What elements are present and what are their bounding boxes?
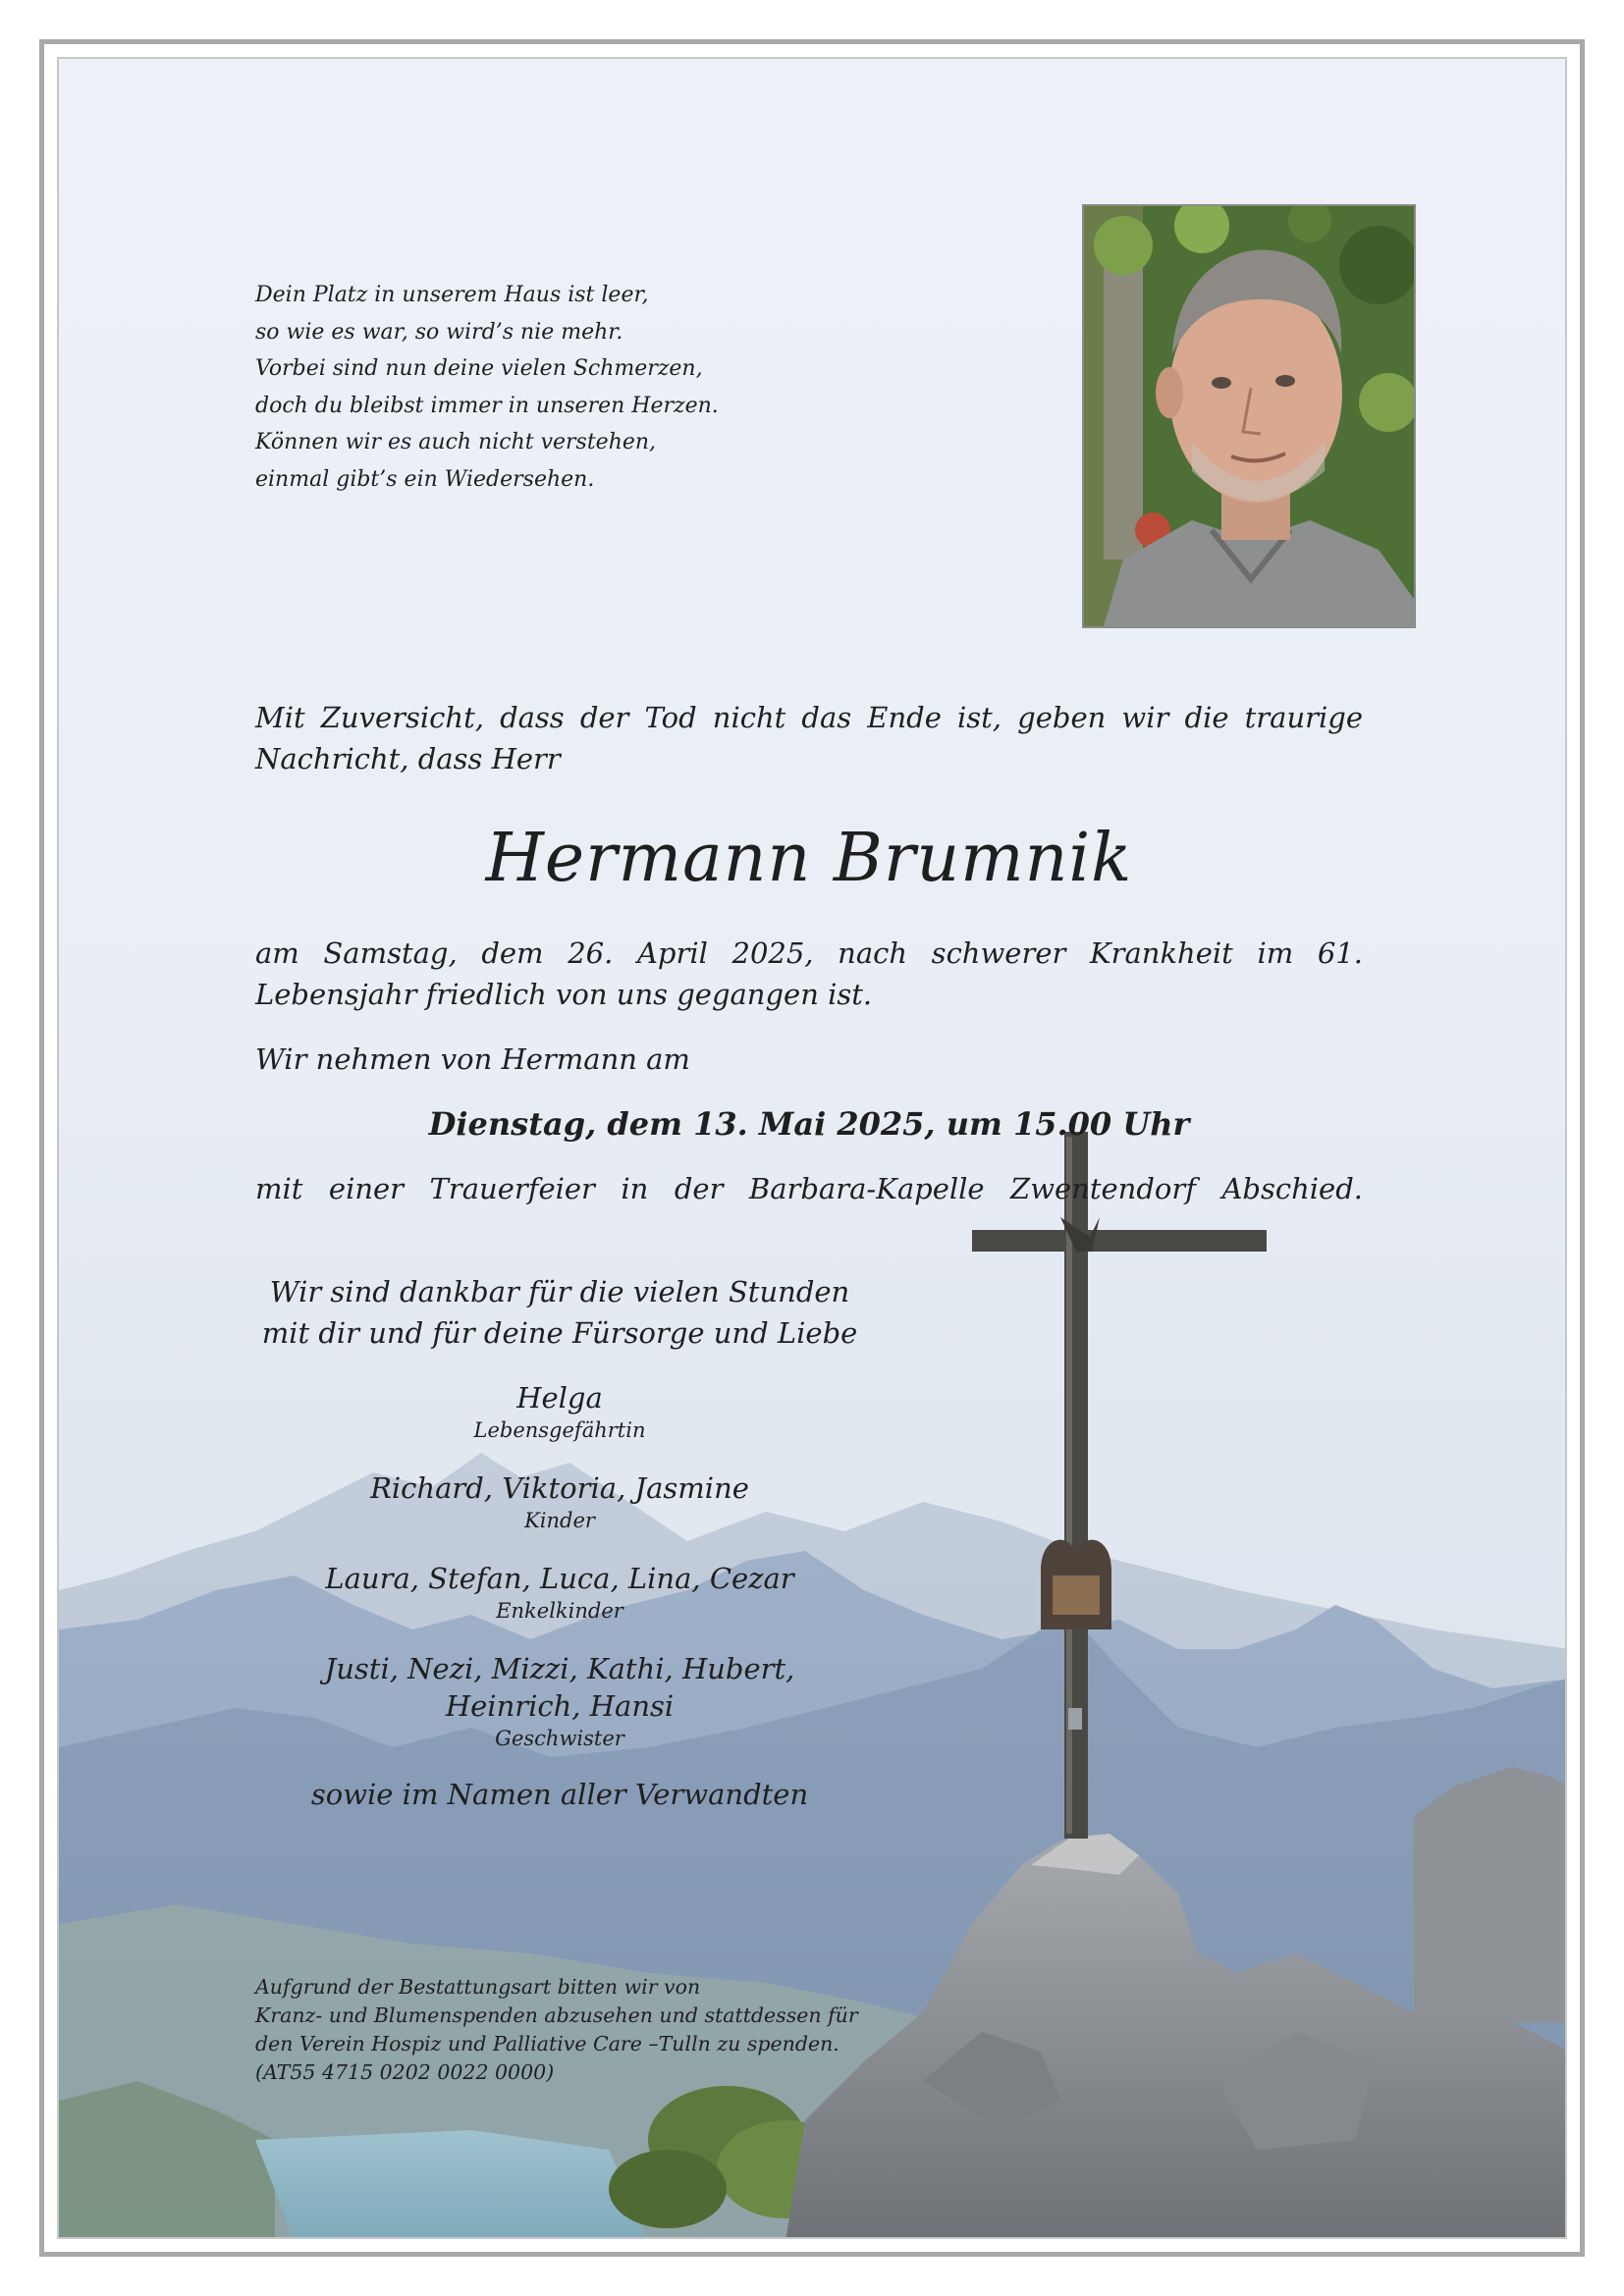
farewell-intro: Wir nehmen von Hermann am [255,1042,690,1076]
donation-line: den Verein Hospiz und Palliative Care –Tulln zu spenden. [255,2032,839,2056]
mourner-names: Justi, Nezi, Mizzi, Kathi, Hubert, [324,1652,795,1685]
obituary-card [57,57,1567,2239]
poem-verse [255,277,805,498]
ceremony-date: Dienstag, dem 13. Mai 2025, um 15.00 Uhr [428,1105,1190,1143]
mourner-group [255,1379,864,1444]
mourner-group [255,1469,864,1534]
thanks-text [255,1271,864,1354]
poem-line: Vorbei sind nun deine vielen Schmerzen, [255,356,703,381]
poem-line: doch du bleibst immer in unseren Herzen. [255,393,719,418]
mourner-role: Lebensgefährtin [473,1418,646,1442]
intro-text: Mit Zuversicht, dass der Tod nicht das Ende ist, geben wir die traurige Nachricht, dass Herr [255,701,1363,775]
closing-text: sowie im Namen aller Verwandten [310,1778,809,1811]
death-notice: am Samstag, dem 26. April 2025, nach schwerer Krankheit im 61. Lebensjahr friedlich von uns gegangen ist. [255,936,1363,1011]
mourner-group [255,1650,864,1752]
mourner-names: Laura, Stefan, Luca, Lina, Cezar [325,1562,794,1595]
portrait-image [1084,206,1414,626]
mourner-names: Heinrich, Hansi [445,1689,675,1723]
portrait-photo [1082,204,1416,628]
poem-line: so wie es war, so wird’s nie mehr. [255,319,623,345]
donation-line: Aufgrund der Bestattungsart bitten wir von [255,1975,701,1999]
donation-note [255,1973,1001,2087]
poem-line: Können wir es auch nicht verstehen, [255,430,657,454]
mourner-role: Geschwister [495,1727,624,1750]
mourner-role: Enkelkinder [496,1599,623,1623]
thanks-line: Wir sind dankbar für die vielen Stunden [269,1275,850,1308]
deceased-name: Hermann Brumnik [485,820,1133,897]
mourner-group [255,1560,864,1625]
donation-line: (AT55 4715 0202 0022 0000) [255,2060,555,2084]
thanks-line: mit dir und für deine Fürsorge und Liebe [261,1316,858,1350]
donation-line: Kranz- und Blumenspenden abzusehen und stattdessen für [255,2003,858,2027]
ceremony-place: mit einer Trauerfeier in der Barbara-Kapelle Zwentendorf Abschied. [255,1172,1363,1205]
mourner-role: Kinder [524,1509,595,1532]
mourner-names: Helga [516,1381,603,1415]
poem-line: Dein Platz in unserem Haus ist leer, [255,283,649,307]
mourner-names: Richard, Viktoria, Jasmine [370,1471,749,1505]
mourners-section [255,1271,864,1811]
poem-line: einmal gibt’s ein Wiedersehen. [255,466,595,492]
